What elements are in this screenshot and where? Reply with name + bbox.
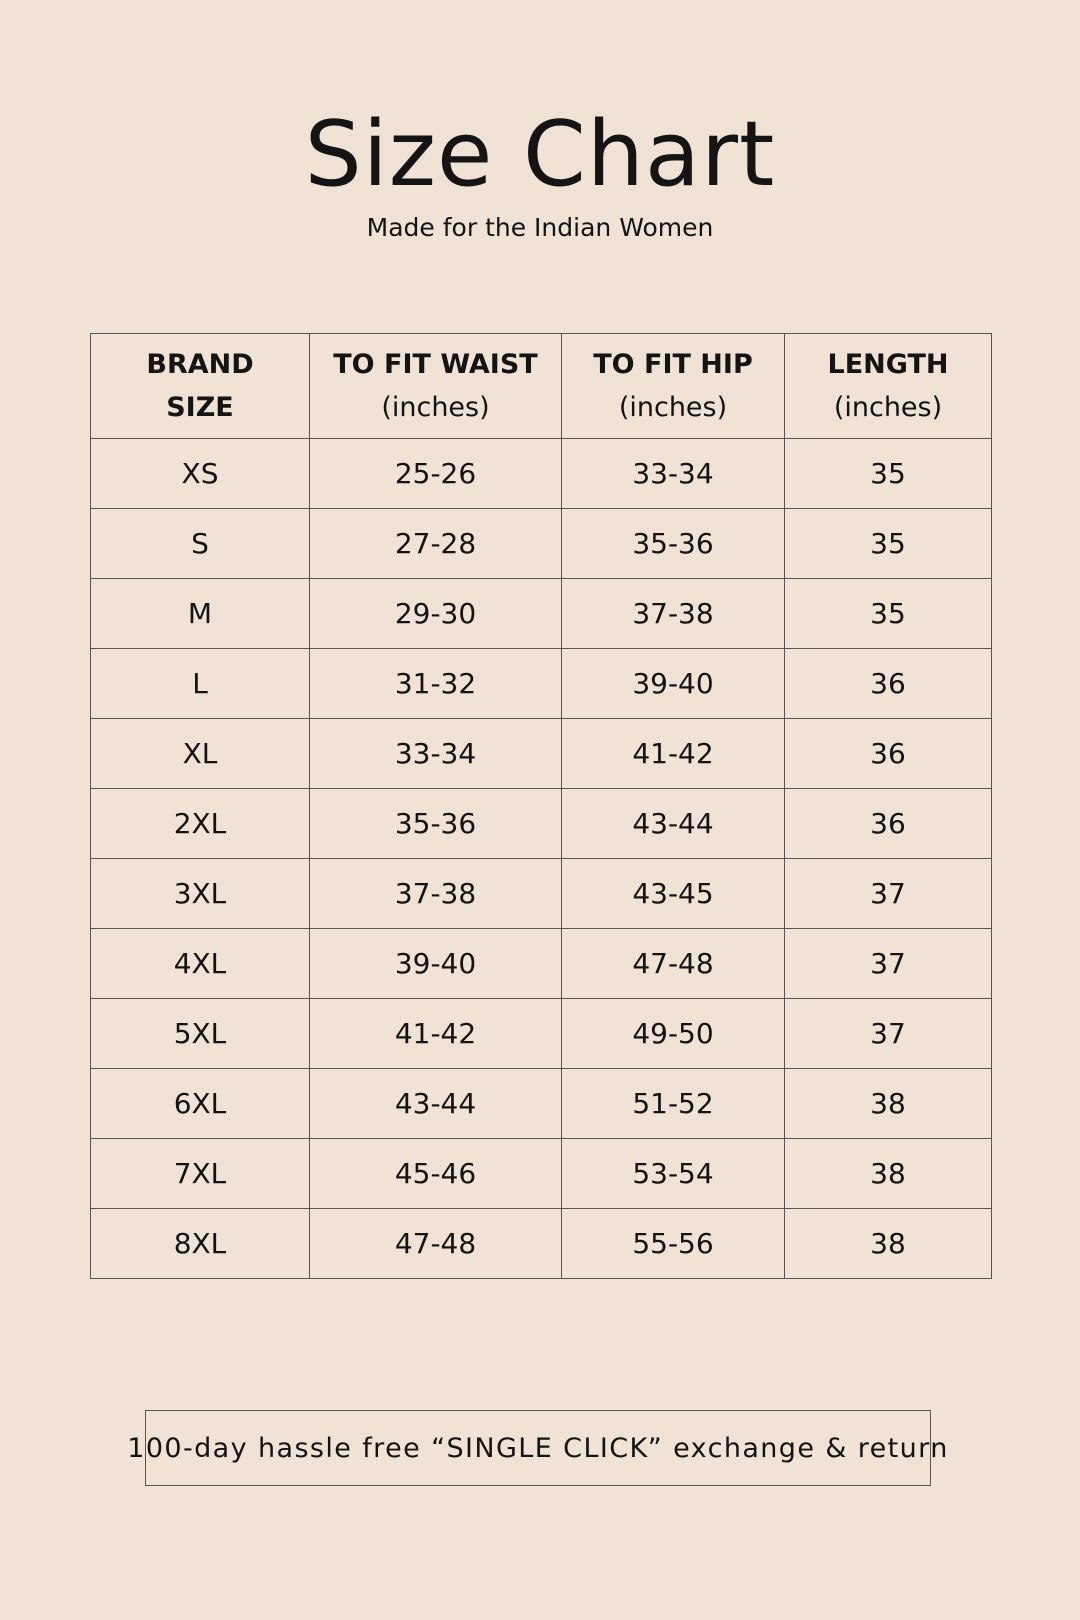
header-unit: (inches): [618, 392, 728, 423]
table-row: [91, 439, 992, 509]
cell-size: 7XL: [91, 1139, 310, 1209]
cell-waist: 29-30: [310, 579, 562, 649]
cell-length: 38: [785, 1139, 992, 1209]
cell-waist: 37-38: [310, 859, 562, 929]
cell-hip: 53-54: [562, 1139, 785, 1209]
header-label: BRAND: [146, 349, 254, 380]
cell-size: XL: [91, 719, 310, 789]
cell-waist: 41-42: [310, 999, 562, 1069]
cell-size: 2XL: [91, 789, 310, 859]
table-row: [91, 649, 992, 719]
table-row: [91, 579, 992, 649]
cell-waist: 43-44: [310, 1069, 562, 1139]
cell-length: 36: [785, 719, 992, 789]
cell-hip: 35-36: [562, 509, 785, 579]
cell-hip: 41-42: [562, 719, 785, 789]
cell-size: 4XL: [91, 929, 310, 999]
table-row: [91, 999, 992, 1069]
cell-waist: 27-28: [310, 509, 562, 579]
cell-hip: 51-52: [562, 1069, 785, 1139]
cell-length: 38: [785, 1209, 992, 1279]
cell-length: 37: [785, 999, 992, 1069]
cell-size: 3XL: [91, 859, 310, 929]
cell-hip: 55-56: [562, 1209, 785, 1279]
cell-hip: 37-38: [562, 579, 785, 649]
cell-length: 38: [785, 1069, 992, 1139]
cell-waist: 25-26: [310, 439, 562, 509]
header-waist: [310, 334, 562, 439]
cell-waist: 39-40: [310, 929, 562, 999]
header-sub-label: SIZE: [166, 392, 234, 423]
table-header-row: [91, 334, 992, 439]
cell-length: 37: [785, 859, 992, 929]
size-table: [90, 333, 992, 1279]
header-unit: (inches): [833, 392, 943, 423]
table-row: [91, 1069, 992, 1139]
cell-waist: 31-32: [310, 649, 562, 719]
table-row: [91, 859, 992, 929]
return-policy-note: [127, 1410, 949, 1486]
cell-size: 8XL: [91, 1209, 310, 1279]
header-hip: [562, 334, 785, 439]
page-title: Size Chart: [304, 102, 776, 207]
cell-length: 35: [785, 439, 992, 509]
cell-length: 36: [785, 789, 992, 859]
cell-waist: 47-48: [310, 1209, 562, 1279]
cell-size: 6XL: [91, 1069, 310, 1139]
cell-hip: 49-50: [562, 999, 785, 1069]
table-row: [91, 789, 992, 859]
header-length: [785, 334, 992, 439]
cell-size: XS: [91, 439, 310, 509]
cell-size: S: [91, 509, 310, 579]
cell-length: 35: [785, 579, 992, 649]
table-row: [91, 929, 992, 999]
cell-length: 35: [785, 509, 992, 579]
cell-hip: 43-45: [562, 859, 785, 929]
header-label: TO FIT HIP: [593, 349, 753, 380]
cell-waist: 33-34: [310, 719, 562, 789]
table-row: [91, 1139, 992, 1209]
cell-hip: 47-48: [562, 929, 785, 999]
cell-size: L: [91, 649, 310, 719]
cell-hip: 33-34: [562, 439, 785, 509]
page-subtitle: Made for the Indian Women: [366, 213, 714, 242]
header-label: LENGTH: [827, 349, 949, 380]
cell-hip: 39-40: [562, 649, 785, 719]
cell-length: 37: [785, 929, 992, 999]
cell-length: 36: [785, 649, 992, 719]
return-policy-text: 100-day hassle free “SINGLE CLICK” exchange & return: [127, 1432, 949, 1464]
cell-hip: 43-44: [562, 789, 785, 859]
header-unit: (inches): [381, 392, 490, 423]
cell-waist: 35-36: [310, 789, 562, 859]
table-row: [91, 1209, 992, 1279]
cell-size: 5XL: [91, 999, 310, 1069]
cell-size: M: [91, 579, 310, 649]
header-brand-size: [91, 334, 310, 439]
table-row: [91, 509, 992, 579]
table-row: [91, 719, 992, 789]
header-label: TO FIT WAIST: [333, 349, 538, 380]
cell-waist: 45-46: [310, 1139, 562, 1209]
